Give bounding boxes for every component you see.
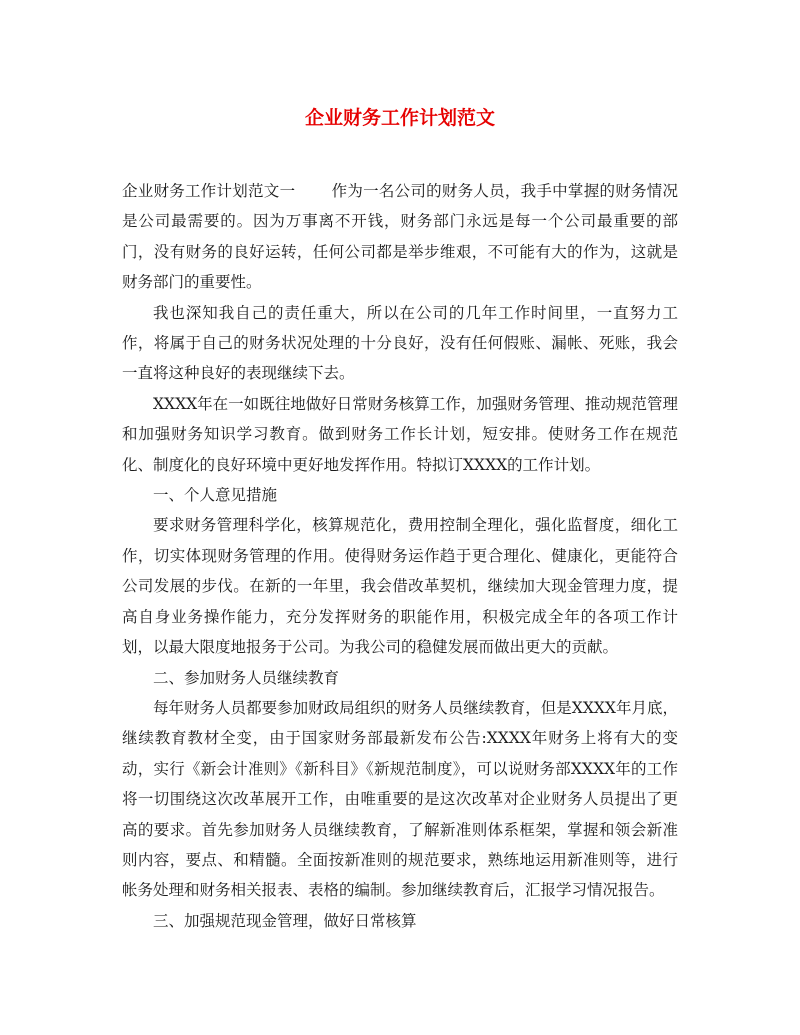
document-title: 企业财务工作计划范文 [304, 107, 495, 129]
section-heading-2: 二、参加财务人员继续教育 [153, 668, 340, 687]
intro-label: 企业财务工作计划范文一 [122, 182, 296, 200]
document-body [122, 176, 678, 936]
paragraph-section-2: 每年财务人员都要参加财政局组织的财务人员继续教育，但是XXXX年月底，继续教育教材全变，由于国家财务部最新发布公告:XXXX年财务上将有大的变动，实行《新会计准则》《新科目》《新规范制度》，可以说财务部XXXX年的工作将一切围绕这次改革展开工作，由唯重要的是这次改革对企业财务人员提出了更高的要求。首先参加财务人员继续教育，了解新准则体系框架，掌握和领会新准则内容，要点、和精髓。全面按新准则的规范要求，熟练地运用新准则等，进行帐务处理和财务相关报表、表格的编制。参加继续教育后，汇报学习情况报告。 [122, 698, 678, 900]
paragraph-annual-plan: XXXX年在一如既往地做好日常财务核算工作，加强财务管理、推动规范管理和加强财务知识学习教育。做到财务工作长计划，短安排。使财务工作在规范化、制度化的良好环境中更好地发挥作用。特拟订XXXX的工作计划。 [122, 394, 678, 474]
paragraph-responsibility: 我也深知我自己的责任重大，所以在公司的几年工作时间里，一直努力工作，将属于自己的财务状况处理的十分良好，没有任何假账、漏帐、死账，我会一直将这种良好的表现继续下去。 [122, 303, 678, 383]
section-heading-3: 三、加强规范现金管理，做好日常核算 [153, 911, 417, 930]
section-heading-1: 一、个人意见措施 [153, 486, 278, 505]
intro-paragraph [122, 176, 678, 298]
paragraph-section-1: 要求财务管理科学化，核算规范化，费用控制全理化，强化监督度，细化工作，切实体现财务管理的作用。使得财务运作趋于更合理化、健康化，更能符合公司发展的步伐。在新的一年里，我会借改革契机，继续加大现金管理力度，提高自身业务操作能力，充分发挥财务的职能作用，积极完成全年的各项工作计划，以最大限度地报务于公司。为我公司的稳健发展而做出更大的贡献。 [122, 516, 678, 657]
intro-text: 作为一名公司的财务人员，我手中掌握的财务情况是公司最需要的。因为万事离不开钱，财务部门永远是每一个公司最重要的部门，没有财务的良好运转，任何公司都是举步维艰，不可能有大的作为，这就是财务部门的重要性。 [122, 182, 678, 292]
